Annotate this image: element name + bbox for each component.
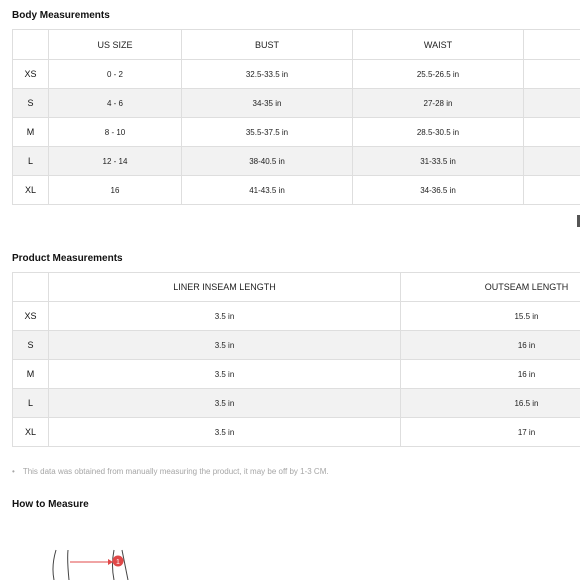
body-outline-left [53,550,56,580]
size-cell: L [13,389,49,418]
liner-inseam-cell: 3.5 in [49,360,401,389]
marker-number: 1 [116,559,120,566]
size-cell: S [13,331,49,360]
size-cell: M [13,118,49,147]
header-cell [13,273,49,302]
outseam-cell: 16 in [401,360,580,389]
size-cell: XS [13,60,49,89]
table-row [13,302,580,331]
table-row [13,147,580,176]
us-size-cell: 0 - 2 [49,60,182,89]
bust-cell: 41-43.5 in [182,176,353,205]
us-size-cell: 12 - 14 [49,147,182,176]
product-measurements-title: Product Measurements [12,253,123,264]
empty-cell [524,60,580,89]
waist-cell: 34-36.5 in [353,176,524,205]
empty-cell [524,118,580,147]
header-cell: BUST [182,30,353,60]
liner-inseam-cell: 3.5 in [49,389,401,418]
us-size-cell: 4 - 6 [49,89,182,118]
table-row [13,89,580,118]
waist-cell: 28.5-30.5 in [353,118,524,147]
measurement-note [12,467,329,476]
size-cell: M [13,360,49,389]
empty-cell [524,89,580,118]
size-cell: S [13,89,49,118]
measure-illustration [48,548,148,580]
header-cell: WAIST [353,30,524,60]
note-text: This data was obtained from manually measuring the product, it may be off by 1-3 CM. [22,467,329,476]
table-row [13,60,580,89]
size-cell: XL [13,176,49,205]
waist-cell: 31-33.5 in [353,147,524,176]
table-row [13,360,580,389]
bullet-icon: • [12,467,15,476]
header-cell [524,30,580,60]
size-cell: XS [13,302,49,331]
table-row [13,389,580,418]
table-row [13,418,580,447]
body-outline-right [122,550,128,580]
table-header-row [13,30,580,60]
header-cell [13,30,49,60]
header-cell: LINER INSEAM LENGTH [49,273,401,302]
header-cell: US SIZE [49,30,182,60]
outseam-cell: 16.5 in [401,389,580,418]
table-row [13,118,580,147]
size-cell: XL [13,418,49,447]
empty-cell [524,147,580,176]
waist-cell: 25.5-26.5 in [353,60,524,89]
how-to-measure-title: How to Measure [12,499,89,510]
body-measurements-title: Body Measurements [12,10,110,21]
table-row [13,176,580,205]
outseam-cell: 16 in [401,331,580,360]
bust-cell: 38-40.5 in [182,147,353,176]
bust-cell: 34-35 in [182,89,353,118]
empty-cell [524,176,580,205]
product-measurements-table [12,272,580,447]
table-header-row [13,273,580,302]
waist-cell: 27-28 in [353,89,524,118]
header-cell: OUTSEAM LENGTH [401,273,580,302]
body-outline-inner [113,550,115,580]
liner-inseam-cell: 3.5 in [49,418,401,447]
us-size-cell: 8 - 10 [49,118,182,147]
table-row [13,331,580,360]
body-outline-center [68,550,69,580]
liner-inseam-cell: 3.5 in [49,302,401,331]
body-measurements-table [12,29,580,205]
outseam-cell: 17 in [401,418,580,447]
outseam-cell: 15.5 in [401,302,580,331]
liner-inseam-cell: 3.5 in [49,331,401,360]
bust-cell: 35.5-37.5 in [182,118,353,147]
size-cell: L [13,147,49,176]
bust-cell: 32.5-33.5 in [182,60,353,89]
us-size-cell: 16 [49,176,182,205]
